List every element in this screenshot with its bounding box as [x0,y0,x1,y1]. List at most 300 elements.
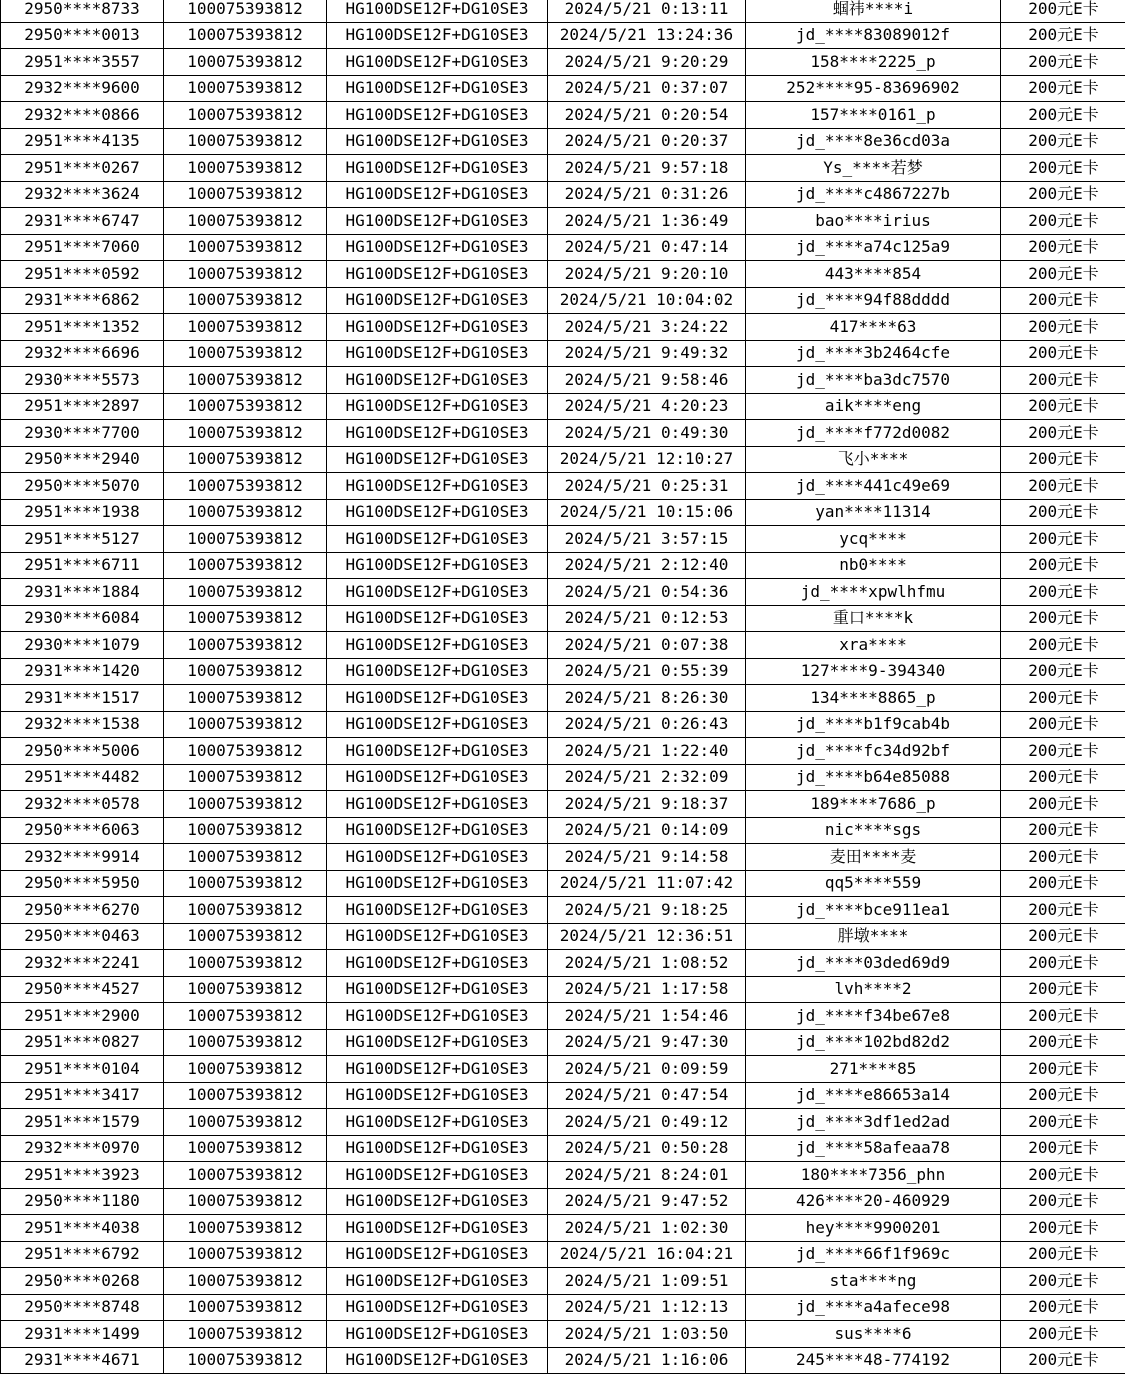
table-row [1,870,1125,897]
product-code-cell: 100075393812 [164,49,327,76]
product-code-cell: 100075393812 [164,1215,327,1242]
user-cell: 443****854 [746,261,1001,288]
order-id-cell: 2932****3624 [1,181,164,208]
product-code-cell: 100075393812 [164,605,327,632]
order-id-cell: 2932****0866 [1,102,164,129]
model-cell: HG100DSE12F+DG10SE3 [327,1056,548,1083]
product-code-cell: 100075393812 [164,1268,327,1295]
product-code-cell: 100075393812 [164,1056,327,1083]
order-id-cell: 2931****6747 [1,208,164,235]
time-cell: 2024/5/21 2:32:09 [548,764,746,791]
model-cell: HG100DSE12F+DG10SE3 [327,0,548,22]
model-cell: HG100DSE12F+DG10SE3 [327,1215,548,1242]
order-id-cell: 2950****0463 [1,923,164,950]
time-cell: 2024/5/21 8:26:30 [548,685,746,712]
order-id-cell: 2951****5127 [1,526,164,553]
user-cell: jd_****102bd82d2 [746,1029,1001,1056]
order-id-cell: 2950****0268 [1,1268,164,1295]
product-code-cell: 100075393812 [164,234,327,261]
model-cell: HG100DSE12F+DG10SE3 [327,658,548,685]
time-cell: 2024/5/21 1:02:30 [548,1215,746,1242]
product-code-cell: 100075393812 [164,950,327,977]
reward-cell: 200元E卡 [1001,1268,1125,1295]
table-row [1,75,1125,102]
reward-cell: 200元E卡 [1001,950,1125,977]
order-id-cell: 2932****2241 [1,950,164,977]
model-cell: HG100DSE12F+DG10SE3 [327,976,548,1003]
table-row [1,0,1125,22]
table-row [1,367,1125,394]
product-code-cell: 100075393812 [164,711,327,738]
order-id-cell: 2951****3557 [1,49,164,76]
reward-cell: 200元E卡 [1001,1003,1125,1030]
reward-cell: 200元E卡 [1001,1082,1125,1109]
time-cell: 2024/5/21 0:07:38 [548,632,746,659]
time-cell: 2024/5/21 2:12:40 [548,552,746,579]
product-code-cell: 100075393812 [164,22,327,49]
order-id-cell: 2932****9914 [1,844,164,871]
product-code-cell: 100075393812 [164,208,327,235]
time-cell: 2024/5/21 1:17:58 [548,976,746,1003]
model-cell: HG100DSE12F+DG10SE3 [327,791,548,818]
model-cell: HG100DSE12F+DG10SE3 [327,1029,548,1056]
product-code-cell: 100075393812 [164,1082,327,1109]
model-cell: HG100DSE12F+DG10SE3 [327,22,548,49]
table-row [1,393,1125,420]
reward-cell: 200元E卡 [1001,287,1125,314]
order-id-cell: 2951****1352 [1,314,164,341]
order-id-cell: 2950****2940 [1,446,164,473]
user-cell: jd_****58afeaa78 [746,1135,1001,1162]
product-code-cell: 100075393812 [164,314,327,341]
order-id-cell: 2951****0827 [1,1029,164,1056]
time-cell: 2024/5/21 0:37:07 [548,75,746,102]
model-cell: HG100DSE12F+DG10SE3 [327,817,548,844]
table-row [1,976,1125,1003]
product-code-cell: 100075393812 [164,1135,327,1162]
product-code-cell: 100075393812 [164,976,327,1003]
order-id-cell: 2932****6696 [1,340,164,367]
model-cell: HG100DSE12F+DG10SE3 [327,1241,548,1268]
user-cell: 252****95-83696902 [746,75,1001,102]
order-id-cell: 2930****5573 [1,367,164,394]
reward-cell: 200元E卡 [1001,897,1125,924]
reward-cell: 200元E卡 [1001,181,1125,208]
order-id-cell: 2951****1938 [1,499,164,526]
reward-cell: 200元E卡 [1001,526,1125,553]
table-row [1,1003,1125,1030]
reward-cell: 200元E卡 [1001,155,1125,182]
time-cell: 2024/5/21 9:18:37 [548,791,746,818]
reward-cell: 200元E卡 [1001,0,1125,22]
model-cell: HG100DSE12F+DG10SE3 [327,526,548,553]
model-cell: HG100DSE12F+DG10SE3 [327,446,548,473]
order-id-cell: 2931****1517 [1,685,164,712]
time-cell: 2024/5/21 9:20:29 [548,49,746,76]
model-cell: HG100DSE12F+DG10SE3 [327,340,548,367]
table-row [1,261,1125,288]
order-id-cell: 2951****0267 [1,155,164,182]
order-id-cell: 2931****6862 [1,287,164,314]
table-row [1,738,1125,765]
reward-cell: 200元E卡 [1001,261,1125,288]
time-cell: 2024/5/21 0:55:39 [548,658,746,685]
order-id-cell: 2951****1579 [1,1109,164,1136]
table-row [1,208,1125,235]
product-code-cell: 100075393812 [164,685,327,712]
time-cell: 2024/5/21 0:20:37 [548,128,746,155]
user-cell: jd_****f772d0082 [746,420,1001,447]
table-row [1,128,1125,155]
time-cell: 2024/5/21 0:13:11 [548,0,746,22]
order-id-cell: 2931****1499 [1,1321,164,1348]
table-row [1,658,1125,685]
table-row [1,473,1125,500]
table-row [1,446,1125,473]
user-cell: 134****8865_p [746,685,1001,712]
time-cell: 2024/5/21 0:54:36 [548,579,746,606]
time-cell: 2024/5/21 1:54:46 [548,1003,746,1030]
model-cell: HG100DSE12F+DG10SE3 [327,870,548,897]
product-code-cell: 100075393812 [164,897,327,924]
reward-cell: 200元E卡 [1001,446,1125,473]
table-row [1,49,1125,76]
time-cell: 2024/5/21 13:24:36 [548,22,746,49]
time-cell: 2024/5/21 9:57:18 [548,155,746,182]
product-code-cell: 100075393812 [164,632,327,659]
time-cell: 2024/5/21 0:47:54 [548,1082,746,1109]
product-code-cell: 100075393812 [164,1029,327,1056]
model-cell: HG100DSE12F+DG10SE3 [327,1294,548,1321]
user-cell: lvh****2 [746,976,1001,1003]
reward-cell: 200元E卡 [1001,1029,1125,1056]
user-cell: 127****9-394340 [746,658,1001,685]
table-row [1,579,1125,606]
reward-cell: 200元E卡 [1001,1215,1125,1242]
model-cell: HG100DSE12F+DG10SE3 [327,844,548,871]
order-id-cell: 2930****1079 [1,632,164,659]
reward-cell: 200元E卡 [1001,367,1125,394]
product-code-cell: 100075393812 [164,579,327,606]
user-cell: xra**** [746,632,1001,659]
time-cell: 2024/5/21 0:50:28 [548,1135,746,1162]
product-code-cell: 100075393812 [164,420,327,447]
time-cell: 2024/5/21 4:20:23 [548,393,746,420]
product-code-cell: 100075393812 [164,75,327,102]
order-id-cell: 2950****0013 [1,22,164,49]
product-code-cell: 100075393812 [164,473,327,500]
order-id-cell: 2950****5950 [1,870,164,897]
user-cell: jd_****fc34d92bf [746,738,1001,765]
table-row [1,1294,1125,1321]
product-code-cell: 100075393812 [164,923,327,950]
time-cell: 2024/5/21 0:20:54 [548,102,746,129]
model-cell: HG100DSE12F+DG10SE3 [327,1268,548,1295]
time-cell: 2024/5/21 1:03:50 [548,1321,746,1348]
product-code-cell: 100075393812 [164,870,327,897]
reward-cell: 200元E卡 [1001,579,1125,606]
model-cell: HG100DSE12F+DG10SE3 [327,393,548,420]
model-cell: HG100DSE12F+DG10SE3 [327,1188,548,1215]
model-cell: HG100DSE12F+DG10SE3 [327,128,548,155]
product-code-cell: 100075393812 [164,1162,327,1189]
order-id-cell: 2932****9600 [1,75,164,102]
table-row [1,181,1125,208]
reward-cell: 200元E卡 [1001,738,1125,765]
user-cell: 蝈祎****i [746,0,1001,22]
model-cell: HG100DSE12F+DG10SE3 [327,579,548,606]
reward-cell: 200元E卡 [1001,658,1125,685]
reward-cell: 200元E卡 [1001,1056,1125,1083]
order-id-cell: 2930****6084 [1,605,164,632]
product-code-cell: 100075393812 [164,658,327,685]
order-id-cell: 2932****1538 [1,711,164,738]
model-cell: HG100DSE12F+DG10SE3 [327,1135,548,1162]
product-code-cell: 100075393812 [164,1188,327,1215]
model-cell: HG100DSE12F+DG10SE3 [327,950,548,977]
time-cell: 2024/5/21 9:49:32 [548,340,746,367]
reward-cell: 200元E卡 [1001,499,1125,526]
model-cell: HG100DSE12F+DG10SE3 [327,102,548,129]
order-table-body [1,0,1125,1374]
user-cell: jd_****66f1f969c [746,1241,1001,1268]
product-code-cell: 100075393812 [164,791,327,818]
product-code-cell: 100075393812 [164,128,327,155]
reward-cell: 200元E卡 [1001,102,1125,129]
table-row [1,1162,1125,1189]
user-cell: jd_****03ded69d9 [746,950,1001,977]
product-code-cell: 100075393812 [164,1109,327,1136]
user-cell: 飞小**** [746,446,1001,473]
user-cell: 189****7686_p [746,791,1001,818]
order-id-cell: 2951****7060 [1,234,164,261]
time-cell: 2024/5/21 0:31:26 [548,181,746,208]
model-cell: HG100DSE12F+DG10SE3 [327,897,548,924]
model-cell: HG100DSE12F+DG10SE3 [327,234,548,261]
user-cell: sus****6 [746,1321,1001,1348]
user-cell: bao****irius [746,208,1001,235]
time-cell: 2024/5/21 0:09:59 [548,1056,746,1083]
reward-cell: 200元E卡 [1001,870,1125,897]
time-cell: 2024/5/21 1:09:51 [548,1268,746,1295]
order-id-cell: 2951****0104 [1,1056,164,1083]
product-code-cell: 100075393812 [164,393,327,420]
model-cell: HG100DSE12F+DG10SE3 [327,314,548,341]
reward-cell: 200元E卡 [1001,817,1125,844]
order-id-cell: 2950****4527 [1,976,164,1003]
model-cell: HG100DSE12F+DG10SE3 [327,1162,548,1189]
user-cell: jd_****e86653a14 [746,1082,1001,1109]
model-cell: HG100DSE12F+DG10SE3 [327,923,548,950]
table-row [1,1321,1125,1348]
product-code-cell: 100075393812 [164,738,327,765]
reward-cell: 200元E卡 [1001,791,1125,818]
table-row [1,1347,1125,1374]
time-cell: 2024/5/21 10:04:02 [548,287,746,314]
model-cell: HG100DSE12F+DG10SE3 [327,1109,548,1136]
table-row [1,1082,1125,1109]
table-row [1,287,1125,314]
order-id-cell: 2951****2900 [1,1003,164,1030]
user-cell: Ys_****若梦 [746,155,1001,182]
order-id-cell: 2950****8748 [1,1294,164,1321]
product-code-cell: 100075393812 [164,764,327,791]
model-cell: HG100DSE12F+DG10SE3 [327,1003,548,1030]
time-cell: 2024/5/21 0:49:30 [548,420,746,447]
reward-cell: 200元E卡 [1001,976,1125,1003]
product-code-cell: 100075393812 [164,499,327,526]
model-cell: HG100DSE12F+DG10SE3 [327,711,548,738]
product-code-cell: 100075393812 [164,102,327,129]
reward-cell: 200元E卡 [1001,314,1125,341]
table-row [1,234,1125,261]
time-cell: 2024/5/21 12:36:51 [548,923,746,950]
table-row [1,499,1125,526]
user-cell: 271****85 [746,1056,1001,1083]
user-cell: 重口****k [746,605,1001,632]
user-cell: nb0**** [746,552,1001,579]
table-row [1,1188,1125,1215]
product-code-cell: 100075393812 [164,446,327,473]
user-cell: 180****7356_phn [746,1162,1001,1189]
time-cell: 2024/5/21 9:20:10 [548,261,746,288]
reward-cell: 200元E卡 [1001,1109,1125,1136]
model-cell: HG100DSE12F+DG10SE3 [327,420,548,447]
time-cell: 2024/5/21 9:18:25 [548,897,746,924]
product-code-cell: 100075393812 [164,0,327,22]
user-cell: jd_****94f88dddd [746,287,1001,314]
table-row [1,22,1125,49]
time-cell: 2024/5/21 0:12:53 [548,605,746,632]
order-id-cell: 2950****5070 [1,473,164,500]
model-cell: HG100DSE12F+DG10SE3 [327,499,548,526]
order-id-cell: 2951****6711 [1,552,164,579]
time-cell: 2024/5/21 3:57:15 [548,526,746,553]
order-id-cell: 2951****3923 [1,1162,164,1189]
reward-cell: 200元E卡 [1001,923,1125,950]
model-cell: HG100DSE12F+DG10SE3 [327,208,548,235]
reward-cell: 200元E卡 [1001,552,1125,579]
reward-cell: 200元E卡 [1001,473,1125,500]
order-id-cell: 2951****2897 [1,393,164,420]
model-cell: HG100DSE12F+DG10SE3 [327,738,548,765]
model-cell: HG100DSE12F+DG10SE3 [327,1347,548,1374]
user-cell: jd_****bce911ea1 [746,897,1001,924]
reward-cell: 200元E卡 [1001,393,1125,420]
table-row [1,1056,1125,1083]
reward-cell: 200元E卡 [1001,1188,1125,1215]
user-cell: aik****eng [746,393,1001,420]
order-id-cell: 2931****1420 [1,658,164,685]
reward-cell: 200元E卡 [1001,420,1125,447]
time-cell: 2024/5/21 0:14:09 [548,817,746,844]
reward-cell: 200元E卡 [1001,1135,1125,1162]
reward-cell: 200元E卡 [1001,128,1125,155]
reward-cell: 200元E卡 [1001,75,1125,102]
user-cell: jd_****b64e85088 [746,764,1001,791]
order-id-cell: 2931****1884 [1,579,164,606]
reward-cell: 200元E卡 [1001,632,1125,659]
time-cell: 2024/5/21 1:36:49 [548,208,746,235]
user-cell: jd_****ba3dc7570 [746,367,1001,394]
time-cell: 2024/5/21 9:47:30 [548,1029,746,1056]
order-id-cell: 2951****4482 [1,764,164,791]
reward-cell: 200元E卡 [1001,340,1125,367]
model-cell: HG100DSE12F+DG10SE3 [327,685,548,712]
table-row [1,526,1125,553]
table-row [1,420,1125,447]
reward-cell: 200元E卡 [1001,685,1125,712]
time-cell: 2024/5/21 0:49:12 [548,1109,746,1136]
model-cell: HG100DSE12F+DG10SE3 [327,49,548,76]
product-code-cell: 100075393812 [164,1321,327,1348]
model-cell: HG100DSE12F+DG10SE3 [327,632,548,659]
model-cell: HG100DSE12F+DG10SE3 [327,605,548,632]
reward-cell: 200元E卡 [1001,711,1125,738]
user-cell: 417****63 [746,314,1001,341]
product-code-cell: 100075393812 [164,1294,327,1321]
table-row [1,314,1125,341]
product-code-cell: 100075393812 [164,844,327,871]
table-row [1,844,1125,871]
user-cell: jd_****3df1ed2ad [746,1109,1001,1136]
user-cell: 158****2225_p [746,49,1001,76]
user-cell: 245****48-774192 [746,1347,1001,1374]
time-cell: 2024/5/21 0:47:14 [548,234,746,261]
reward-cell: 200元E卡 [1001,1162,1125,1189]
reward-cell: 200元E卡 [1001,605,1125,632]
order-id-cell: 2950****5006 [1,738,164,765]
product-code-cell: 100075393812 [164,526,327,553]
order-id-cell: 2932****0970 [1,1135,164,1162]
table-row [1,950,1125,977]
model-cell: HG100DSE12F+DG10SE3 [327,75,548,102]
table-row [1,155,1125,182]
table-row [1,923,1125,950]
table-row [1,1215,1125,1242]
time-cell: 2024/5/21 12:10:27 [548,446,746,473]
user-cell: jd_****b1f9cab4b [746,711,1001,738]
table-row [1,817,1125,844]
reward-cell: 200元E卡 [1001,1347,1125,1374]
user-cell: jd_****441c49e69 [746,473,1001,500]
user-cell: hey****9900201 [746,1215,1001,1242]
reward-cell: 200元E卡 [1001,844,1125,871]
user-cell: 157****0161_p [746,102,1001,129]
time-cell: 2024/5/21 9:47:52 [548,1188,746,1215]
time-cell: 2024/5/21 0:25:31 [548,473,746,500]
table-row [1,1109,1125,1136]
table-row [1,1029,1125,1056]
model-cell: HG100DSE12F+DG10SE3 [327,1082,548,1109]
product-code-cell: 100075393812 [164,817,327,844]
time-cell: 2024/5/21 1:22:40 [548,738,746,765]
user-cell: jd_****3b2464cfe [746,340,1001,367]
table-row [1,632,1125,659]
table-row [1,1268,1125,1295]
user-cell: jd_****83089012f [746,22,1001,49]
user-cell: jd_****8e36cd03a [746,128,1001,155]
time-cell: 2024/5/21 1:12:13 [548,1294,746,1321]
user-cell: jd_****f34be67e8 [746,1003,1001,1030]
model-cell: HG100DSE12F+DG10SE3 [327,764,548,791]
time-cell: 2024/5/21 9:58:46 [548,367,746,394]
model-cell: HG100DSE12F+DG10SE3 [327,155,548,182]
user-cell: sta****ng [746,1268,1001,1295]
time-cell: 2024/5/21 8:24:01 [548,1162,746,1189]
table-row [1,685,1125,712]
table-row [1,1241,1125,1268]
